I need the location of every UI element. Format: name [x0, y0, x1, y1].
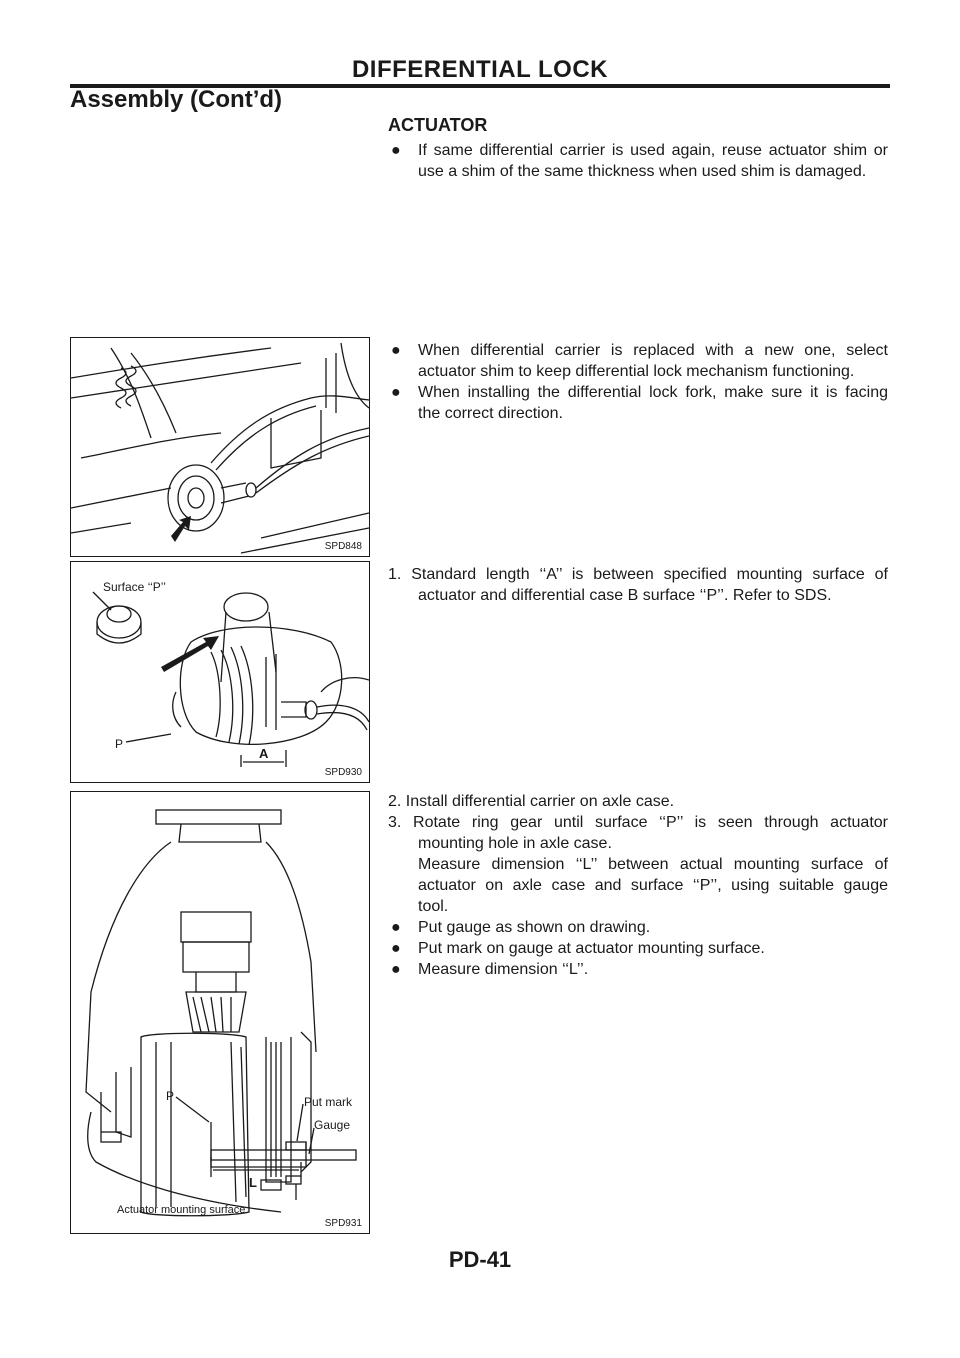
- bullet-icon: ●: [391, 940, 401, 957]
- block-shim-reuse: ● If same differential carrier is used again, reuse actuator shim or use a shim of the same thickness when used shim is damaged.: [388, 140, 888, 182]
- figure-code: SPD931: [324, 1218, 362, 1229]
- bullet-item: ● Put gauge as shown on drawing.: [391, 919, 651, 936]
- label-gauge: Gauge: [314, 1118, 351, 1132]
- figure-spd848: [70, 337, 370, 557]
- figure-spd848-drawing: [71, 338, 369, 556]
- page-number: PD-41: [448, 1247, 512, 1272]
- block-install-measure: 2. Install differential carrier on axle case. 3. Rotate ring gear until surface ‘‘P’’ is seen through actuator mounting hole in axle case. Measure dimension ‘‘L’’ between actual mounting surface of actuator on axle case and surface ‘‘P’’, using suitable gauge tool. ● Put gauge as shown on drawing. ● Put mark on gauge at actuator mounting surface. ● Measure dimension ‘‘L’’.: [388, 793, 888, 978]
- bullet-item: ● Put mark on gauge at actuator mounting surface.: [391, 940, 765, 957]
- header-subtitle: Assembly (Cont’d): [70, 86, 283, 113]
- header-title: DIFFERENTIAL LOCK: [351, 56, 609, 83]
- label-put-mark: Put mark: [304, 1095, 353, 1109]
- label-surface-p: Surface ‘‘P’’: [103, 580, 166, 594]
- figure-spd931: [70, 791, 370, 1234]
- label-actuator-mounting-surface: Actuator mounting surface: [117, 1204, 246, 1216]
- bullet-icon: ●: [391, 142, 401, 159]
- bullet-icon: ●: [391, 919, 401, 936]
- bullet-item: ● Measure dimension ‘‘L’’.: [391, 961, 589, 978]
- label-p: P: [166, 1089, 175, 1103]
- block-standard-length: 1. Standard length ‘‘A’’ is between specified mounting surface of actuator and differential case B surface ‘‘P’’. Refer to SDS.: [388, 566, 888, 604]
- figure-spd931-drawing: [71, 792, 369, 1233]
- bullet-item: ● When differential carrier is replaced with a new one, select: [391, 342, 888, 359]
- label-a: A: [259, 746, 269, 761]
- bullet-icon: ●: [391, 384, 401, 401]
- label-p: P: [115, 737, 124, 751]
- bullet-icon: ●: [391, 342, 401, 359]
- block-carrier-replaced: ● When differential carrier is replaced with a new one, select actuator shim to keep differential lock mechanism functioning. ● When installing the differential lock fork, make sure it is facing the correct direction.: [388, 340, 888, 424]
- figure-spd930: [70, 561, 370, 783]
- label-l: L: [249, 1175, 257, 1190]
- figure-spd930-drawing: [71, 562, 369, 782]
- figure-code: SPD930: [324, 767, 362, 778]
- bullet-item: ● If same differential carrier is used again, reuse actuator shim or: [391, 142, 888, 159]
- bullet-item: ● When installing the differential lock fork, make sure it is facing: [391, 384, 888, 401]
- figure-code: SPD848: [324, 541, 362, 552]
- section-title: ACTUATOR: [388, 115, 488, 135]
- bullet-icon: ●: [391, 961, 401, 978]
